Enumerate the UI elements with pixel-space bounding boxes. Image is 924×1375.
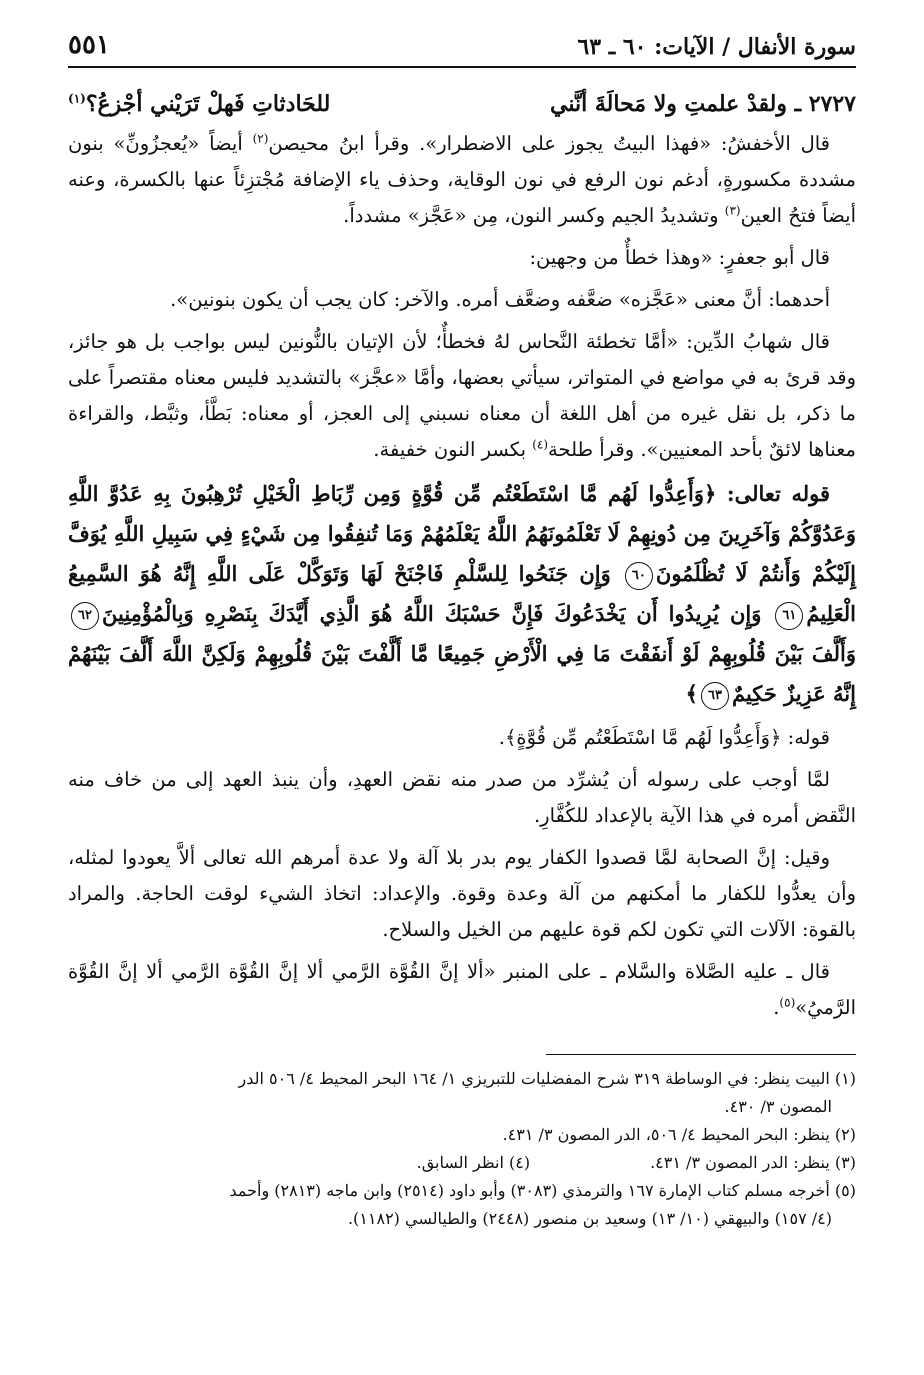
poetry-verse: [68, 86, 856, 122]
footnote-4: (٤) انظر السابق.: [416, 1153, 531, 1172]
paragraph: قوله: ﴿وَأَعِدُّوا لَهُم مَّا اسْتَطَعْتُم مِّن قُوَّةٍ﴾.: [498, 726, 830, 749]
verse-second-hemistich: للحَادثاتِ فَهلْ تَرَيْني أجْزعُ؟$^{(١)}$: [68, 91, 331, 117]
quran-passage: قوله تعالى: ﴿وَأَعِدُّوا لَهُم مَّا اسْتَطَعْتُم مِّن قُوَّةٍ وَمِن رِّبَاطِ الْخَيْلِ تُرْهِبُونَ بِهِ عَدُوَّ اللَّهِ وَعَدُوَّكُمْ وَآخَرِينَ مِن دُونِهِمْ لَا تَعْلَمُونَهُمُ اللَّهُ يَعْلَمُهُمْ وَمَا تُنفِقُوا مِن شَيْءٍ فِي سَبِيلِ اللَّهِ يُوَفَّ إِلَيْكُمْ وَأَنتُمْ لَا تُظْلَمُونَ٦٠ وَإِن جَنَحُوا لِلسَّلْمِ فَاجْنَحْ لَهَا وَتَوَكَّلْ عَلَى اللَّهِ إِنَّهُ هُوَ السَّمِيعُ الْعَلِيمُ٦١ وَإِن يُرِيدُوا أَن يَخْدَعُوكَ فَإِنَّ حَسْبَكَ اللَّهُ هُوَ الَّذِي أَيَّدَكَ بِنَصْرِهِ وَبِالْمُؤْمِنِينَ٦٢ وَأَلَّفَ بَيْنَ قُلُوبِهِمْ لَوْ أَنفَقْتَ مَا فِي الْأَرْضِ جَمِيعًا مَّا أَلَّفْتَ بَيْنَ قُلُوبِهِمْ وَلَكِنَّ اللَّهَ أَلَّفَ بَيْنَهُمْ إِنَّهُ عَزِيزٌ حَكِيمٌ٦٣﴾: [68, 474, 856, 714]
main-text: [68, 86, 856, 1026]
footnote-3: (٣) ينظر: الدر المصون ٣/ ٤٣١.: [650, 1153, 856, 1172]
footnote-1-cont: المصون ٣/ ٤٣٠.: [724, 1097, 832, 1116]
footnote-5: (٥) أخرجه مسلم كتاب الإمارة ١٦٧ والترمذي (٣٠٨٣) وأبو داود (٢٥١٤) وابن ماجه (٢٨١٣) وأحمد: [229, 1181, 856, 1200]
page-header: [68, 30, 856, 68]
footnote-ref[interactable]: (١): [68, 91, 86, 106]
paragraph: لمَّا أوجب على رسوله أن يُشرِّد من صدر منه نقض العهدِ، وأن ينبذ العهد إلى من خاف منه النَّقض أمره في هذا الآية بالإعداد للكُفَّارِ.: [68, 768, 856, 827]
paragraph: وقيل: إنَّ الصحابة لمَّا قصدوا الكفار يوم بدر بلا آلة ولا عدة أمرهم الله تعالى ألاَّ يعودوا لمثله، وأن يعدُّوا للكفار ما أمكنهم من آلة وعدة وقوة. والإعداد: اتخاذ الشيء لوقت الحاجة. والمراد بالقوة: الآلات التي تكون لكم قوة عليهم من الخيل والسلاح.: [68, 846, 856, 941]
footnote-ref[interactable]: (٢): [252, 131, 269, 146]
footnote-2: (٢) ينظر: البحر المحيط ٤/ ٥٠٦، الدر المصون ٣/ ٤٣١.: [502, 1125, 856, 1144]
section-title: سورة الأنفال / الآيات: ٦٠ ـ ٦٣: [577, 34, 856, 60]
footnote-separator: [546, 1054, 856, 1055]
verse-first-hemistich: ٢٧٢٧ ـ ولقدْ علمتِ ولا مَحالَةَ أنَّني: [550, 91, 856, 117]
paragraph: قال أبو جعفرٍ: «وهذا خطأٌ من وجهين:: [529, 246, 830, 269]
footnote-5-cont: (٤/ ١٥٧) والبيهقي (١٠/ ١٣) وسعيد بن منصور (٢٤٤٨) والطيالسي (١١٨٢).: [347, 1209, 832, 1228]
footnote-ref[interactable]: (٥): [779, 995, 796, 1010]
paragraph: قال ـ عليه الصَّلاة والسَّلام ـ على المنبر «ألا إنَّ القُوَّة الرَّمي ألا إنَّ القُوَّة الرَّمي ألا إنَّ القُوَّة الرَّميُ»$^{(٥)}$.: [68, 960, 856, 1019]
paragraph: قال الأخفشُ: «فهذا البيتُ يجوز على الاضطرار». وقرأ ابنُ محيصن$^{(٢)}$ أيضاً «يُعجزُونِّ» بنون مشددة مكسورةٍ، أدغم نون الرفع في نون الوقاية، وحذف ياء الإضافة مُجْتزِئاً عنها بالكسرة، وعنه أيضاً فتحُ العين$^{(٣)}$ وتشديدُ الجيم وكسر النون، مِن «عَجَّز» مشدداً.: [68, 131, 856, 227]
ayah-number-marker: ٦٣: [701, 682, 729, 710]
ayah-number-marker: ٦٠: [625, 562, 653, 590]
paragraph: قال شهابُ الدِّين: «أمَّا تخطئة النَّحاس لهُ فخطأٌ؛ لأن الإتيان بالنُّونين ليس بواجب بل هو جائز، وقد قرئ به في مواضع في المتواتر، سيأتي بعضها، وأمَّا «عجَّز» بالتشديد فليس معناه مقتصراً على ما ذكر، بل نقل غيره من أهل اللغة أن معناه نسبني إلى العجز، أو معناه: بَطَّأ، وثبَّط، والقراءة معناها لائقٌ بأحد المعنيين». وقرأ طلحة$^{(٤)}$ بكسر النون خفيفة.: [68, 330, 856, 461]
page-number: ٥٥١: [68, 30, 110, 60]
footnote-row: [68, 1149, 856, 1177]
footnote-1: (١) البيت ينظر: في الوساطة ٣١٩ شرح المفضليات للتبريزي ١/ ١٦٤ البحر المحيط ٤/ ٥٠٦ الدر: [238, 1069, 856, 1088]
ayah-number-marker: ٦١: [775, 602, 803, 630]
footnote-ref[interactable]: (٣): [724, 203, 741, 218]
ayah-number-marker: ٦٢: [71, 602, 99, 630]
footnotes: [68, 1065, 856, 1233]
footnote-ref[interactable]: (٤): [532, 437, 549, 452]
paragraph: أحدهما: أنَّ معنى «عَجَّزه» ضعَّفه وضعَّف أمره. والآخر: كان يجب أن يكون بنونين».: [170, 288, 830, 311]
